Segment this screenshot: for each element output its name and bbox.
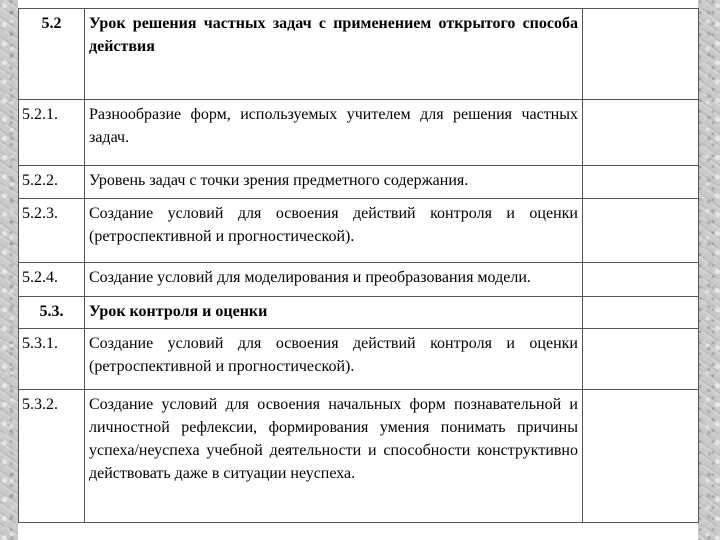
item-number: 5.2.3. <box>19 199 85 263</box>
section-number: 5.3. <box>19 297 85 329</box>
table-row <box>19 263 699 297</box>
item-number: 5.2.2. <box>19 166 85 199</box>
document-page <box>18 0 698 540</box>
table-row <box>19 166 699 199</box>
section-title: Урок контроля и оценки <box>85 297 583 329</box>
item-text: Создание условий для моделирования и преобразования модели. <box>85 263 583 297</box>
table-row <box>19 100 699 166</box>
item-number: 5.2.4. <box>19 263 85 297</box>
section-title: Урок решения частных задач с применением открытого способа действия <box>85 9 583 100</box>
item-number: 5.3.1. <box>19 329 85 390</box>
criteria-table <box>18 8 699 523</box>
section-number: 5.2 <box>19 9 85 100</box>
item-text: Создание условий для освоения начальных форм познавательной и личностной рефлексии, формирования умения понимать причины успеха/неуспеха учебной деятельности и способности конструктивно действовать даже в ситуации неуспеха. <box>85 390 583 523</box>
table-row <box>19 297 699 329</box>
item-number: 5.2.1. <box>19 100 85 166</box>
empty-cell <box>583 263 699 297</box>
table-row <box>19 9 699 100</box>
item-text: Создание условий для освоения действий контроля и оценки (ретроспективной и прогностической). <box>85 199 583 263</box>
empty-cell <box>583 166 699 199</box>
empty-cell <box>583 297 699 329</box>
table-row <box>19 329 699 390</box>
empty-cell <box>583 329 699 390</box>
table-row <box>19 390 699 523</box>
item-text: Разнообразие форм, используемых учителем для решения частных задач. <box>85 100 583 166</box>
table-row <box>19 199 699 263</box>
item-text: Создание условий для освоения действий контроля и оценки (ретроспективной и прогностической). <box>85 329 583 390</box>
item-text: Уровень задач с точки зрения предметного содержания. <box>85 166 583 199</box>
empty-cell <box>583 9 699 100</box>
empty-cell <box>583 100 699 166</box>
empty-cell <box>583 199 699 263</box>
item-number: 5.3.2. <box>19 390 85 523</box>
empty-cell <box>583 390 699 523</box>
